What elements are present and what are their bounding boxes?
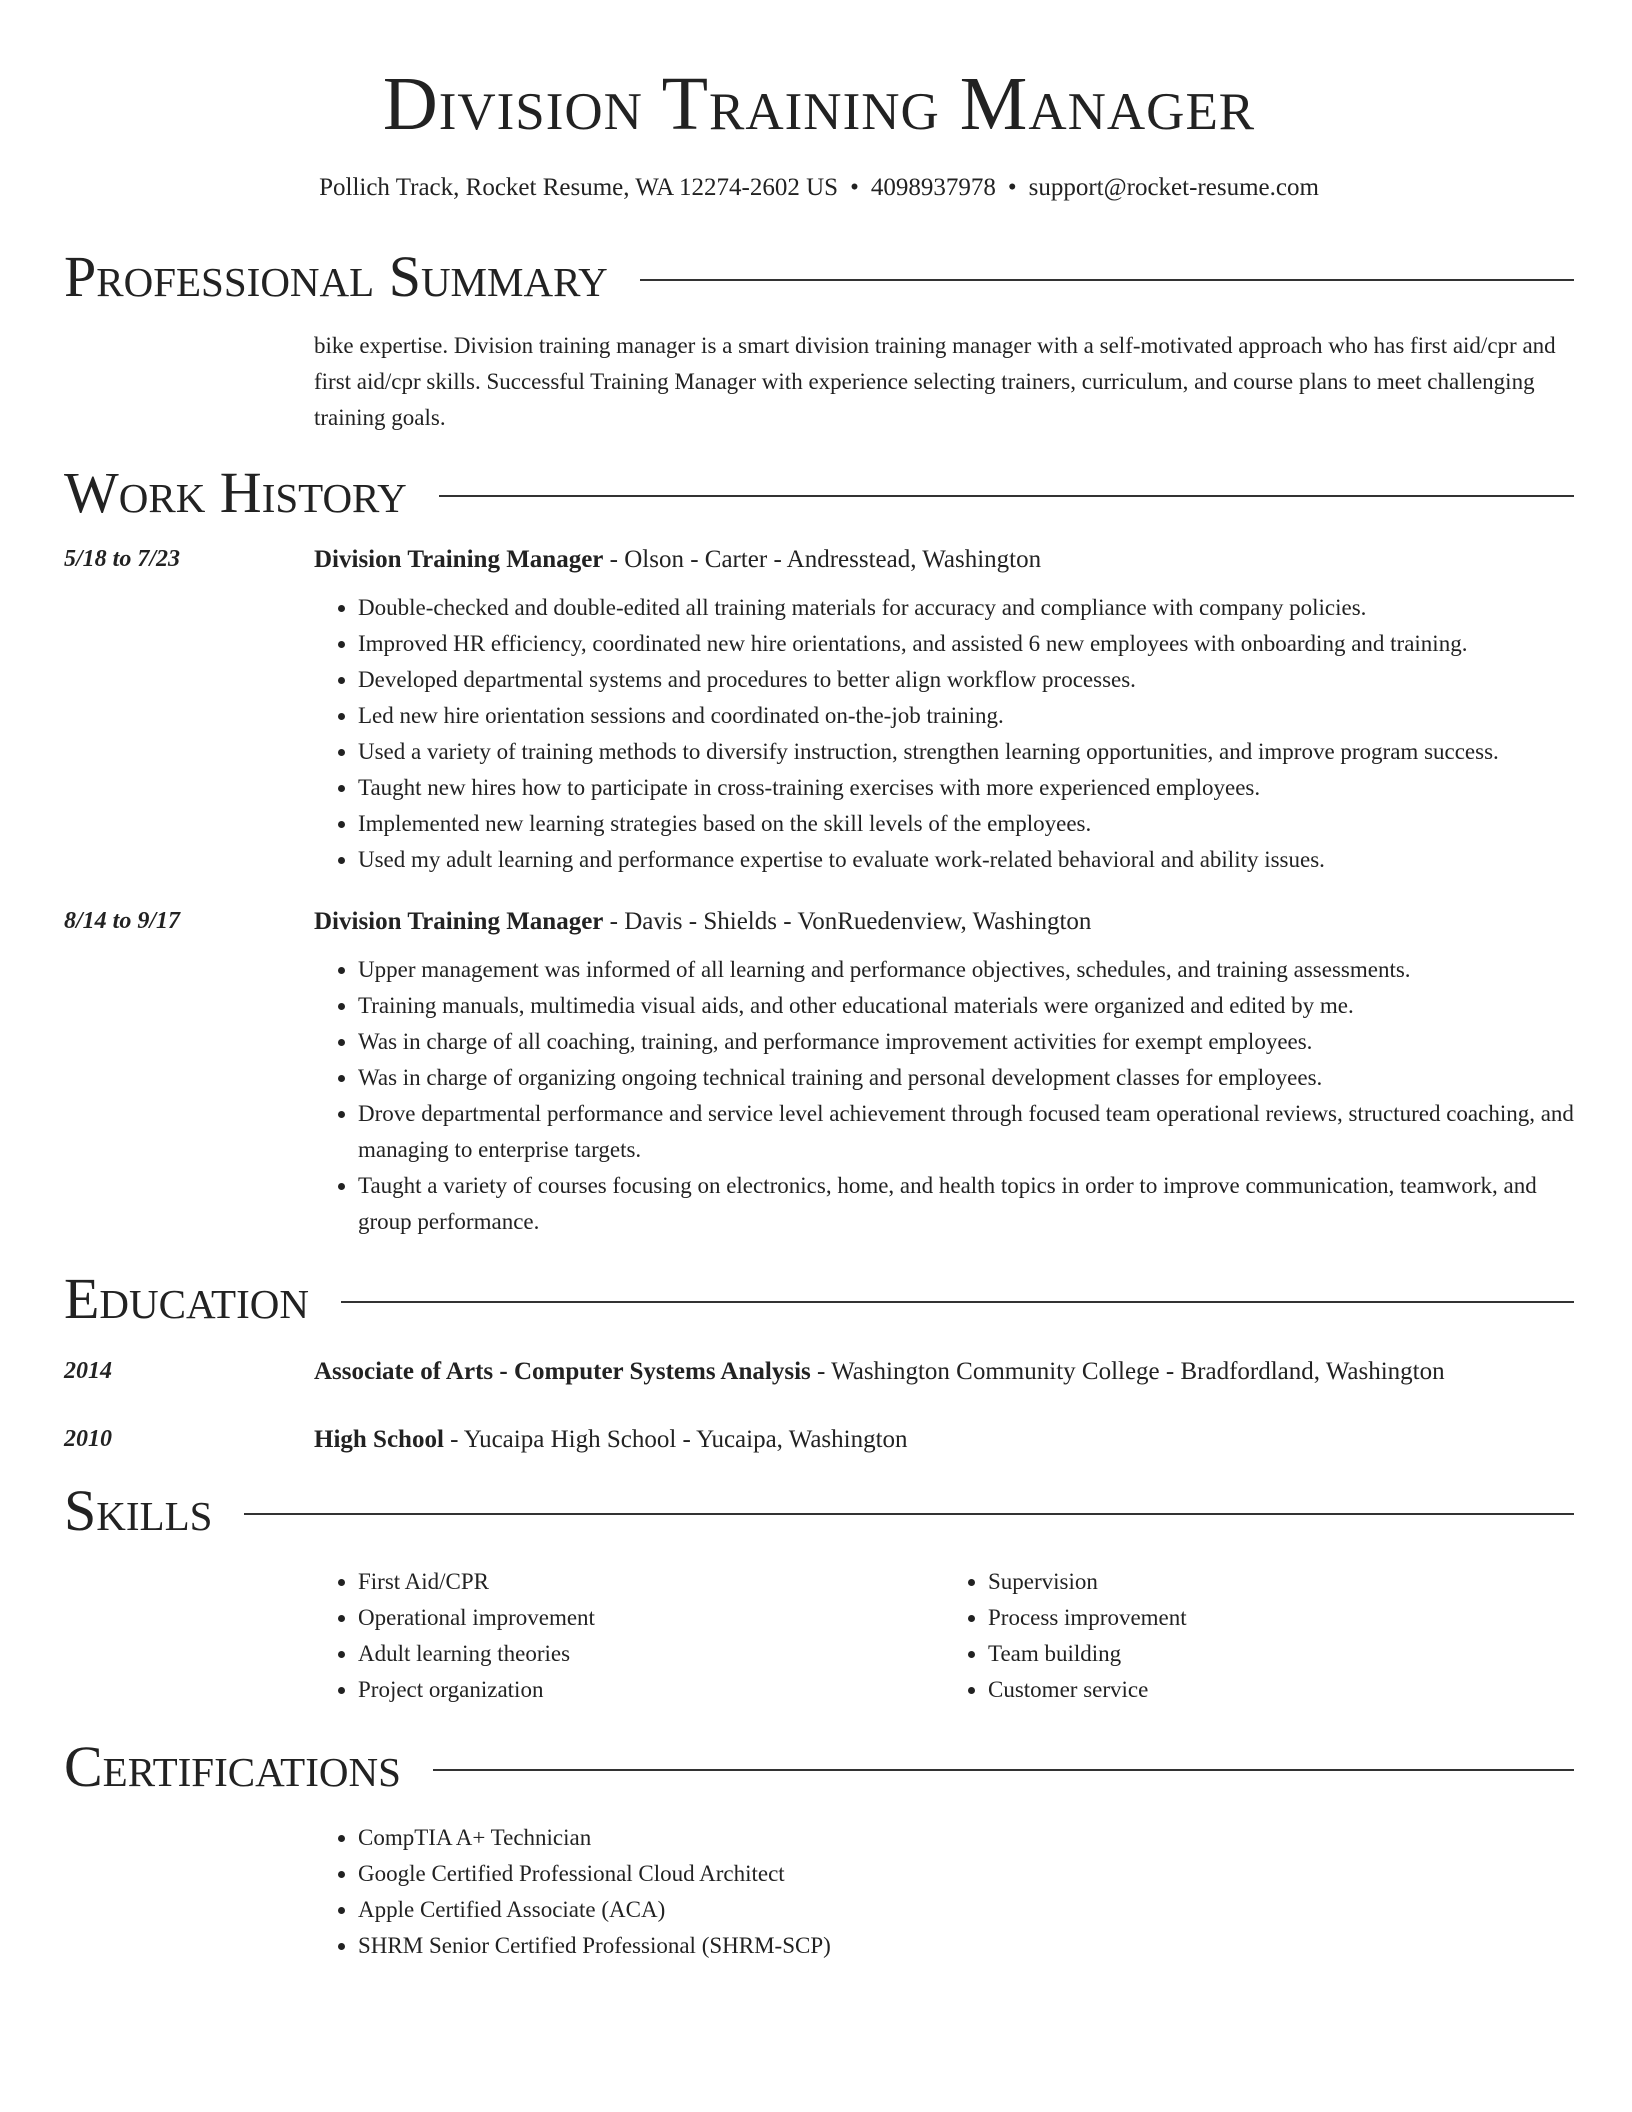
skills-column-right bbox=[944, 1564, 1574, 1708]
education-title-line bbox=[314, 1426, 908, 1454]
education-entry bbox=[64, 1358, 1574, 1386]
section-divider bbox=[439, 495, 1574, 497]
job-bullets bbox=[314, 952, 1574, 1240]
job-header bbox=[64, 908, 1574, 936]
skill-item: • Process improvement bbox=[988, 1600, 1574, 1636]
certifications-heading bbox=[64, 1734, 1574, 1799]
job-bullet: • Used a variety of training methods to diversify instruction, strengthen learning opportunities, and improve program success. bbox=[358, 734, 1574, 770]
job-bullets bbox=[314, 590, 1574, 878]
job-entry bbox=[64, 908, 1574, 1240]
skill-item: • Operational improvement bbox=[358, 1600, 944, 1636]
contact-separator: • bbox=[1007, 174, 1017, 201]
job-dates: 5/18 to 7/23 bbox=[64, 546, 181, 572]
education-school: - Yucaipa High School - Yucaipa, Washington bbox=[443, 1426, 908, 1453]
education-school: - Washington Community College - Bradfordland, Washington bbox=[810, 1358, 1445, 1385]
skill-item: • Team building bbox=[988, 1636, 1574, 1672]
contact-address: Pollich Track, Rocket Resume, WA 12274-2602 US bbox=[319, 174, 839, 201]
job-employer: - Davis - Shields - VonRuedenview, Washington bbox=[603, 908, 1092, 935]
job-bullet: • Was in charge of all coaching, training, and performance improvement activities for exempt employees. bbox=[358, 1024, 1574, 1060]
section-divider bbox=[433, 1769, 1574, 1771]
education-heading bbox=[64, 1266, 1574, 1331]
job-bullet: • Drove departmental performance and service level achievement through focused team operational reviews, structured coaching, and managing to enterprise targets. bbox=[358, 1096, 1574, 1168]
resume-name: Division Training Manager bbox=[382, 62, 1256, 146]
certifications-heading-text: Certifications bbox=[64, 1734, 401, 1799]
summary-heading-text: Professional Summary bbox=[64, 244, 608, 309]
summary-heading bbox=[64, 244, 1574, 309]
job-bullet: • Taught a variety of courses focusing on electronics, home, and health topics in order to improve communication, teamwork, and group performance. bbox=[358, 1168, 1574, 1240]
education-entry bbox=[64, 1426, 1574, 1454]
skill-item: • Project organization bbox=[358, 1672, 944, 1708]
contact-line bbox=[64, 174, 1574, 202]
job-bullet: • Developed departmental systems and procedures to better align workflow processes. bbox=[358, 662, 1574, 698]
skills-heading-text: Skills bbox=[64, 1478, 213, 1543]
skill-item: • Customer service bbox=[988, 1672, 1574, 1708]
education-year: 2014 bbox=[64, 1358, 112, 1384]
job-bullet: • Led new hire orientation sessions and coordinated on-the-job training. bbox=[358, 698, 1574, 734]
certification-item: • Apple Certified Associate (ACA) bbox=[358, 1892, 1574, 1928]
education-title-line bbox=[314, 1358, 1445, 1386]
job-bullet: • Taught new hires how to participate in cross-training exercises with more experienced employees. bbox=[358, 770, 1574, 806]
education-year: 2010 bbox=[64, 1426, 112, 1452]
resume-page bbox=[64, 0, 1574, 1964]
job-title-line bbox=[314, 546, 1041, 574]
job-bullet: • Upper management was informed of all learning and performance objectives, schedules, and training assessments. bbox=[358, 952, 1574, 988]
job-title: Division Training Manager bbox=[314, 546, 604, 573]
job-bullet: • Training manuals, multimedia visual aids, and other educational materials were organized and edited by me. bbox=[358, 988, 1574, 1024]
job-bullet: • Improved HR efficiency, coordinated new hire orientations, and assisted 6 new employees with onboarding and training. bbox=[358, 626, 1574, 662]
job-bullet: • Double-checked and double-edited all training materials for accuracy and compliance with company policies. bbox=[358, 590, 1574, 626]
certification-item: • CompTIA A+ Technician bbox=[358, 1820, 1574, 1856]
job-employer: - Olson - Carter - Andresstead, Washington bbox=[603, 546, 1042, 573]
work-history-heading bbox=[64, 460, 1574, 525]
skill-item: • Adult learning theories bbox=[358, 1636, 944, 1672]
certification-item: • Google Certified Professional Cloud Architect bbox=[358, 1856, 1574, 1892]
contact-separator: • bbox=[850, 174, 859, 201]
skills-column-left bbox=[314, 1564, 944, 1708]
job-entry bbox=[64, 546, 1574, 878]
certification-item: • SHRM Senior Certified Professional (SHRM-SCP) bbox=[358, 1928, 1574, 1964]
job-dates: 8/14 to 9/17 bbox=[64, 908, 181, 934]
section-divider bbox=[244, 1513, 1574, 1515]
skills-list bbox=[314, 1564, 1574, 1708]
section-divider bbox=[640, 279, 1574, 281]
summary-text: bike expertise. Division training manager is a smart division training manager with a self-motivated approach who has first aid/cpr and first aid/cpr skills. Successful Training Manager with experience selecting trainers, curriculum, and course plans to meet challenging training goals. bbox=[314, 333, 1556, 430]
job-title: Division Training Manager bbox=[314, 908, 604, 935]
job-bullet: • Implemented new learning strategies based on the skill levels of the employees. bbox=[358, 806, 1574, 842]
job-bullet: • Was in charge of organizing ongoing technical training and personal development classes for employees. bbox=[358, 1060, 1574, 1096]
education-degree: Associate of Arts - Computer Systems Analysis bbox=[314, 1358, 811, 1385]
work-history-heading-text: Work History bbox=[64, 460, 407, 525]
education-degree: High School bbox=[314, 1426, 444, 1453]
job-title-line bbox=[314, 908, 1091, 936]
education-heading-text: Education bbox=[64, 1266, 309, 1331]
contact-phone: 4098937978 bbox=[870, 174, 996, 201]
skill-item: • First Aid/CPR bbox=[358, 1564, 944, 1600]
skill-item: • Supervision bbox=[988, 1564, 1574, 1600]
contact-email: support@rocket-resume.com bbox=[1028, 174, 1319, 201]
job-header bbox=[64, 546, 1574, 574]
section-divider bbox=[341, 1301, 1574, 1303]
certifications-list bbox=[314, 1820, 1574, 1964]
skills-heading bbox=[64, 1478, 1574, 1543]
job-bullet: • Used my adult learning and performance expertise to evaluate work-related behavioral and ability issues. bbox=[358, 842, 1574, 878]
